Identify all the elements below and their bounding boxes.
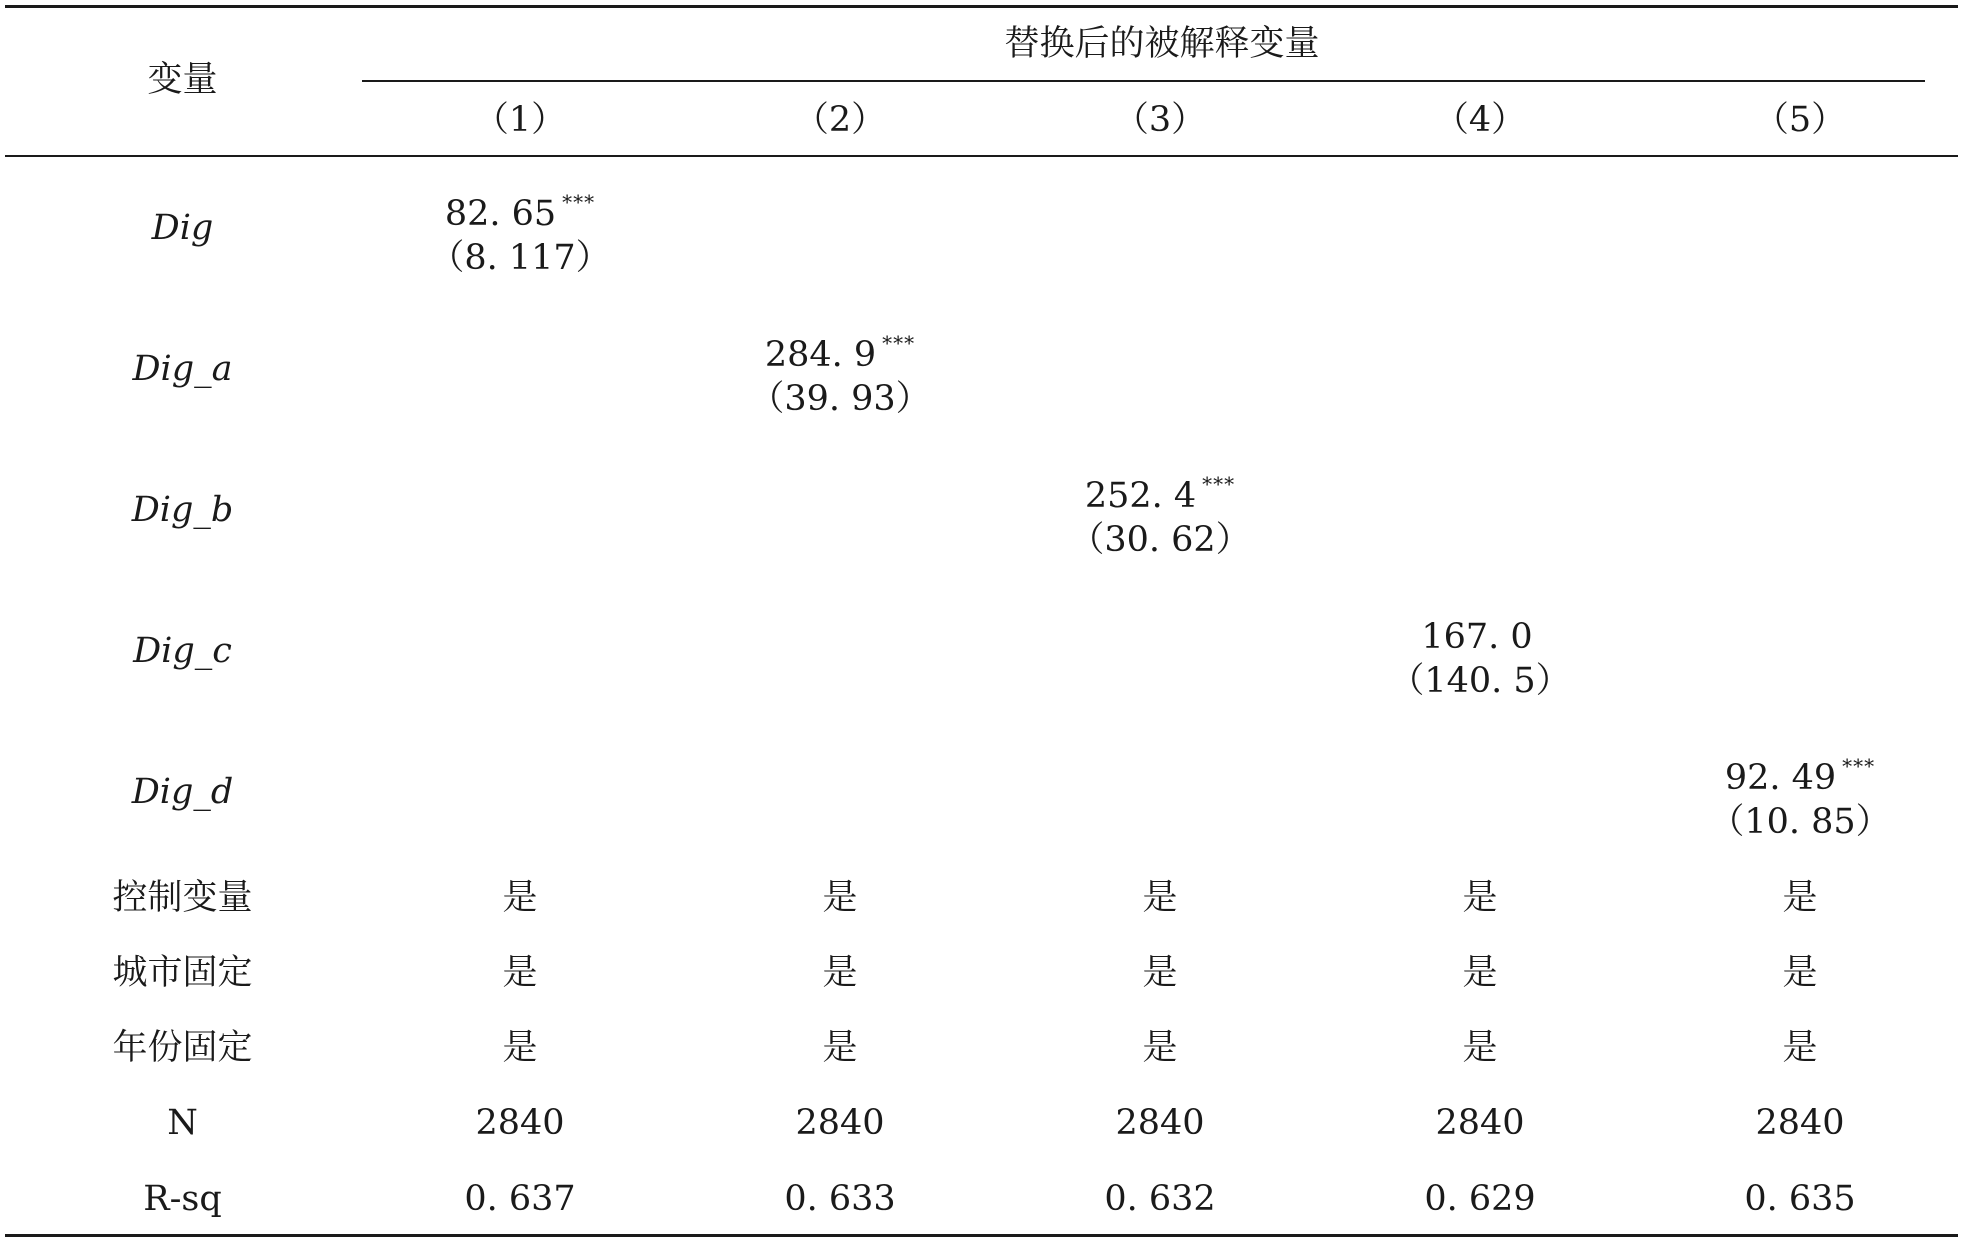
controls-cell: 是 xyxy=(1462,878,1498,918)
row-label-year-fixed: 年份固定 xyxy=(112,1028,253,1068)
year-fixed-cell: 是 xyxy=(1462,1028,1498,1068)
r-squared-cell: 0. 629 xyxy=(1424,1179,1536,1219)
variable-label-dig-a: Dig_a xyxy=(132,349,233,389)
coefficient: 167. 0 xyxy=(1421,617,1533,657)
row-label-header: 变量 xyxy=(147,60,218,100)
coef-cell-dig xyxy=(420,180,620,280)
column-header-2: （2） xyxy=(793,100,887,140)
column-header-3: （3） xyxy=(1113,100,1207,140)
column-header-5: （5） xyxy=(1753,100,1847,140)
standard-error: （8. 117） xyxy=(429,238,611,278)
r-squared-cell: 0. 633 xyxy=(784,1179,896,1219)
variable-label-dig: Dig xyxy=(151,208,214,248)
n-cell: 2840 xyxy=(1115,1103,1205,1143)
row-label-r-squared: R-sq xyxy=(143,1179,222,1219)
column-header-1: （1） xyxy=(473,100,567,140)
controls-cell: 是 xyxy=(1782,878,1818,918)
controls-cell: 是 xyxy=(822,878,858,918)
r-squared-cell: 0. 635 xyxy=(1744,1179,1856,1219)
controls-cell: 是 xyxy=(1142,878,1178,918)
coefficient: 92. 49 xyxy=(1724,758,1837,798)
city-fixed-cell: 是 xyxy=(1142,953,1178,993)
row-label-n: N xyxy=(167,1103,198,1143)
n-cell: 2840 xyxy=(1435,1103,1525,1143)
variable-label-dig-b: Dig_b xyxy=(131,490,234,530)
coefficient: 252. 4 xyxy=(1084,476,1197,516)
standard-error: （30. 62） xyxy=(1069,520,1251,560)
controls-cell: 是 xyxy=(502,878,538,918)
year-fixed-cell: 是 xyxy=(502,1028,538,1068)
column-header-4: （4） xyxy=(1433,100,1527,140)
r-squared-cell: 0. 637 xyxy=(464,1179,576,1219)
n-cell: 2840 xyxy=(795,1103,885,1143)
n-cell: 2840 xyxy=(475,1103,565,1143)
variable-label-dig-d: Dig_d xyxy=(131,772,234,812)
coef-cell-dig-d xyxy=(1700,744,1900,844)
significance-stars: *** xyxy=(882,331,916,355)
coefficient: 82. 65 xyxy=(444,194,557,234)
year-fixed-cell: 是 xyxy=(1142,1028,1178,1068)
city-fixed-cell: 是 xyxy=(1462,953,1498,993)
city-fixed-cell: 是 xyxy=(822,953,858,993)
header-rule xyxy=(5,155,1958,157)
year-fixed-cell: 是 xyxy=(822,1028,858,1068)
standard-error: （39. 93） xyxy=(749,379,931,419)
significance-stars: *** xyxy=(1202,472,1236,496)
coefficient: 284. 9 xyxy=(764,335,877,375)
r-squared-cell: 0. 632 xyxy=(1104,1179,1216,1219)
group-rule xyxy=(362,80,1925,82)
city-fixed-cell: 是 xyxy=(502,953,538,993)
row-label-controls: 控制变量 xyxy=(112,878,253,918)
city-fixed-cell: 是 xyxy=(1782,953,1818,993)
coef-cell-dig-b xyxy=(1060,462,1260,562)
variable-label-dig-c: Dig_c xyxy=(133,631,232,671)
coef-cell-dig-c xyxy=(1380,603,1580,703)
standard-error: （10. 85） xyxy=(1709,802,1891,842)
row-label-city-fixed: 城市固定 xyxy=(112,953,253,993)
significance-stars: *** xyxy=(1842,754,1876,778)
year-fixed-cell: 是 xyxy=(1782,1028,1818,1068)
bottom-rule xyxy=(5,1234,1958,1237)
top-rule xyxy=(5,5,1958,8)
significance-stars: *** xyxy=(562,190,596,214)
group-header: 替换后的被解释变量 xyxy=(1004,24,1320,64)
standard-error: （140. 5） xyxy=(1389,661,1571,701)
n-cell: 2840 xyxy=(1755,1103,1845,1143)
coef-cell-dig-a xyxy=(740,321,940,421)
